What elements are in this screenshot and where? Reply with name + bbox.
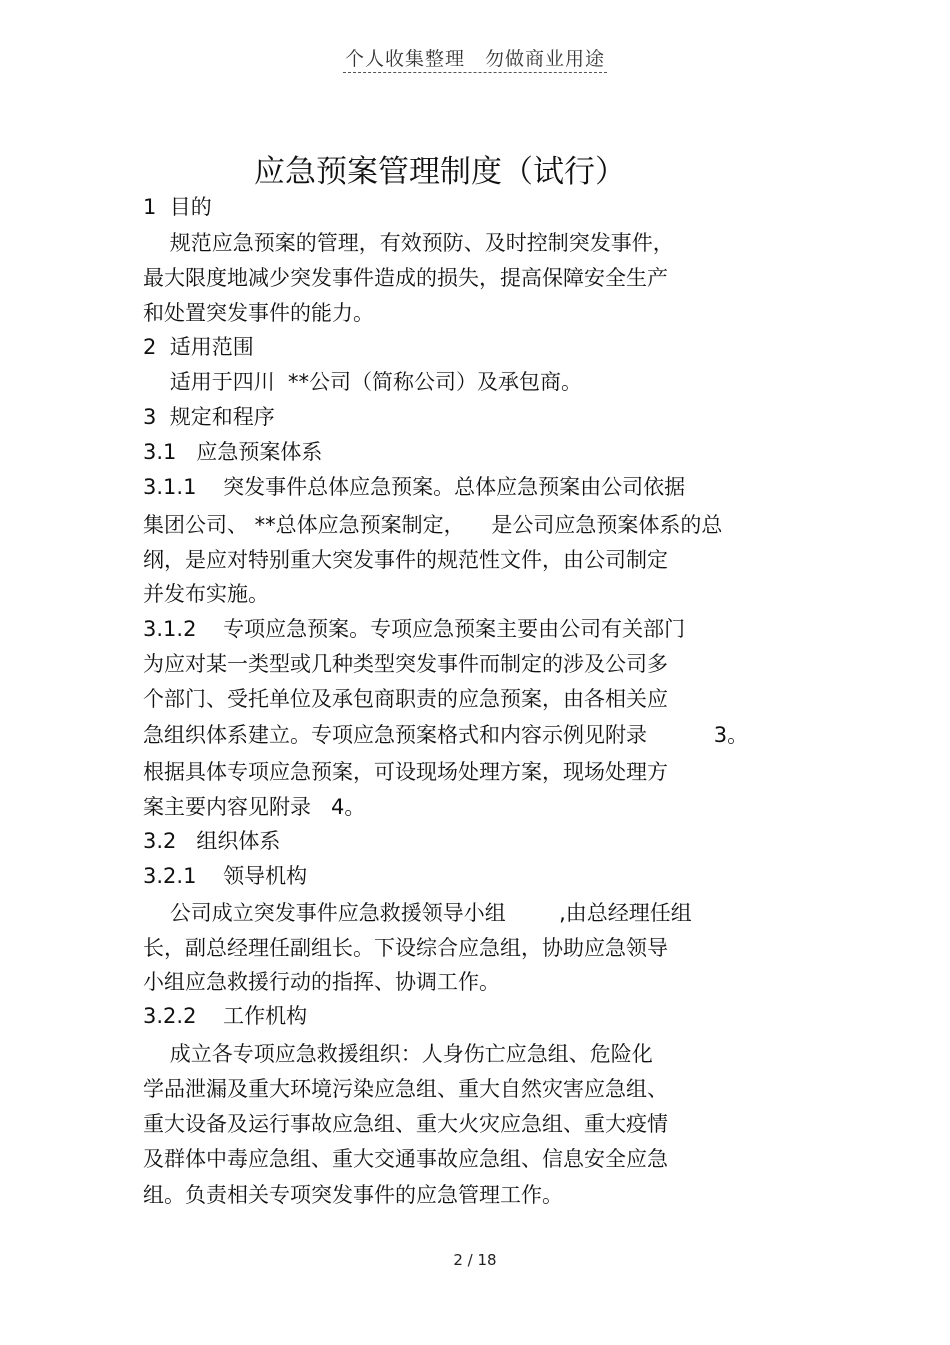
paragraph-line: 和处置突发事件的能力。 bbox=[143, 301, 374, 325]
subsection-heading-3-2-2: 3.2.2 工作机构 bbox=[143, 1004, 308, 1028]
subsection-heading-3-2-1: 3.2.1 领导机构 bbox=[143, 864, 308, 888]
paragraph-line: 公司成立突发事件应急救援领导小组 ,由总经理任组 bbox=[143, 901, 692, 925]
paragraph-line: 根据具体专项应急预案，可设现场处理方案，现场处理方 bbox=[143, 760, 668, 784]
header-watermark-text: 个人收集整理 勿做商业用途 bbox=[343, 48, 607, 73]
paragraph-line: 成立各专项应急救援组织：人身伤亡应急组、危险化 bbox=[143, 1042, 653, 1066]
section-heading-3: 3 规定和程序 bbox=[143, 405, 275, 429]
section-heading-2: 2 适用范围 bbox=[143, 335, 254, 359]
paragraph-line: 集团公司、 **总体应急预案制定， 是公司应急预案体系的总 bbox=[143, 513, 723, 537]
section-heading-1: 1 目的 bbox=[143, 195, 212, 219]
paragraph-line: 案主要内容见附录 4。 bbox=[143, 795, 366, 819]
subsection-heading-3-2: 3.2 组织体系 bbox=[143, 829, 281, 853]
paragraph-line: 个部门、受托单位及承包商职责的应急预案，由各相关应 bbox=[143, 687, 668, 711]
page-number: 2 / 18 bbox=[453, 1251, 497, 1269]
paragraph-line: 并发布实施。 bbox=[143, 582, 269, 606]
paragraph-line: 适用于四川 **公司（简称公司）及承包商。 bbox=[143, 370, 583, 394]
paragraph-line: 组。负责相关专项突发事件的应急管理工作。 bbox=[143, 1183, 563, 1207]
paragraph-line: 3.1.1 突发事件总体应急预案。总体应急预案由公司依据 bbox=[143, 475, 686, 499]
document-title: 应急预案管理制度（试行） bbox=[254, 154, 626, 190]
paragraph-line: 急组织体系建立。专项应急预案格式和内容示例见附录 3。 bbox=[143, 723, 749, 747]
paragraph-line: 为应对某一类型或几种类型突发事件而制定的涉及公司多 bbox=[143, 652, 668, 676]
paragraph-line: 3.1.2 专项应急预案。专项应急预案主要由公司有关部门 bbox=[143, 617, 686, 641]
paragraph-line: 及群体中毒应急组、重大交通事故应急组、信息安全应急 bbox=[143, 1147, 668, 1171]
paragraph-line: 重大设备及运行事故应急组、重大火灾应急组、重大疫情 bbox=[143, 1112, 668, 1136]
paragraph-line: 纲，是应对特别重大突发事件的规范性文件，由公司制定 bbox=[143, 548, 668, 572]
paragraph-line: 长，副总经理任副组长。下设综合应急组，协助应急领导 bbox=[143, 936, 668, 960]
paragraph-line: 学品泄漏及重大环境污染应急组、重大自然灾害应急组、 bbox=[143, 1077, 668, 1101]
paragraph-line: 最大限度地减少突发事件造成的损失，提高保障安全生产 bbox=[143, 266, 668, 290]
subsection-heading-3-1: 3.1 应急预案体系 bbox=[143, 440, 323, 464]
paragraph-line: 小组应急救援行动的指挥、协调工作。 bbox=[143, 970, 500, 994]
page-header bbox=[0, 44, 950, 71]
paragraph-line: 规范应急预案的管理，有效预防、及时控制突发事件， bbox=[143, 231, 674, 255]
